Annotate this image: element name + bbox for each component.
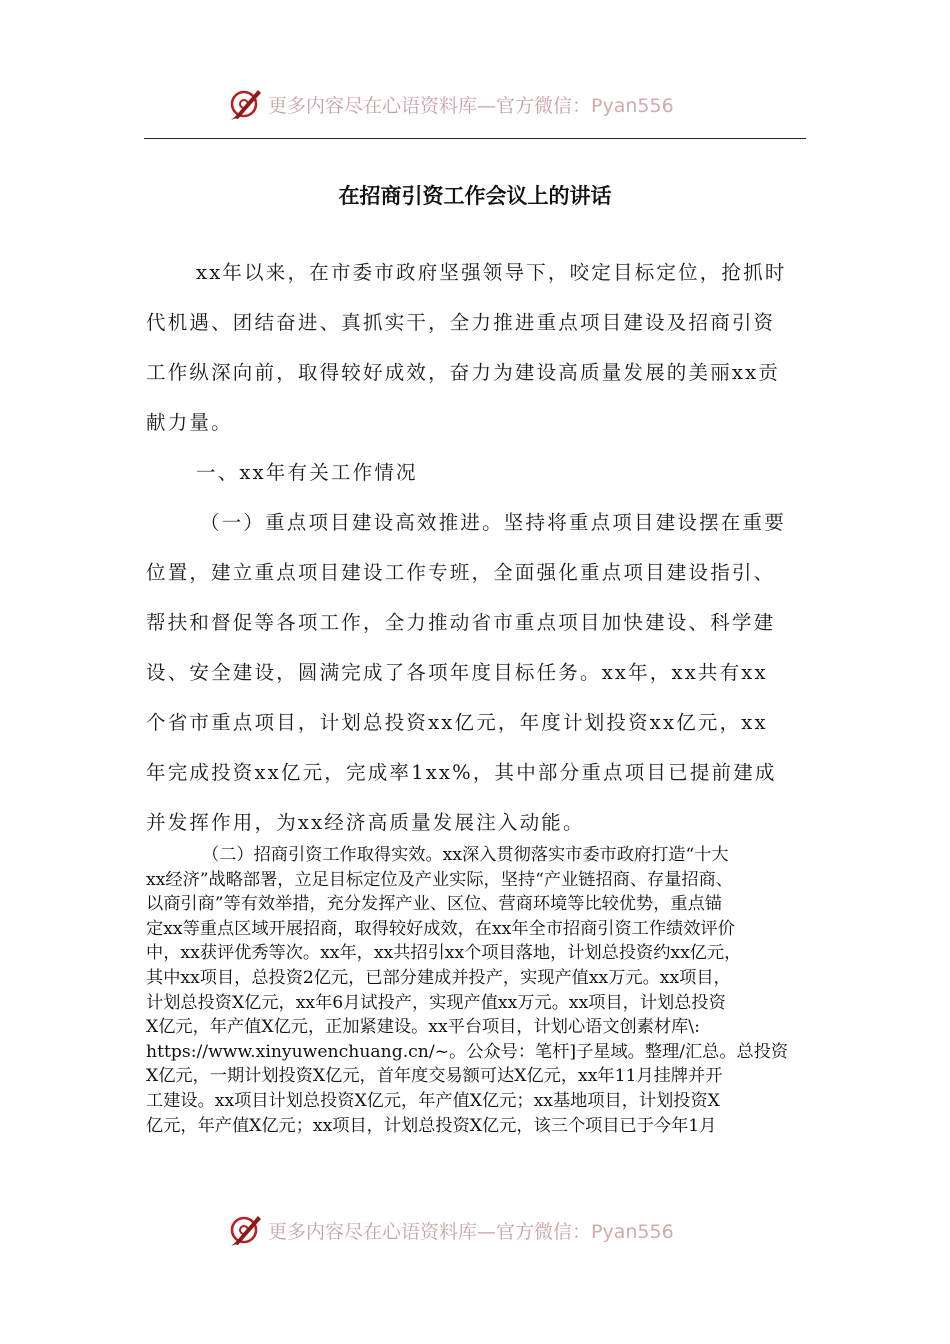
body-large-text — [146, 248, 810, 848]
page-title: 在招商引资工作会议上的讲话 — [338, 183, 612, 208]
wechat-id: Pyan556 — [591, 1220, 674, 1243]
text-line: 个省市重点项目，计划总投资xx亿元，年度计划投资xx亿元，xx — [146, 711, 768, 734]
text-line: 设、安全建设，圆满完成了各项年度目标任务。xx年，xx共有xx — [146, 661, 768, 684]
text-line: X亿元，一期计划投资X亿元，首年度交易额可达X亿元，xx年11月挂牌并开 — [146, 1066, 723, 1087]
text-line: 其中xx项目，总投资2亿元，已部分建成并投产，实现产值xx万元。xx项目， — [146, 967, 731, 988]
text-line: https://www.xinyuwenchuang.cn/~。公众号：笔杆]子星域。整理/汇总。总投资 — [146, 1041, 789, 1062]
text-line: 定xx等重点区域开展招商，取得较好成效，在xx年全市招商引资工作绩效评价 — [146, 918, 735, 939]
text-line: xx经济”战略部署，立足目标定位及产业实际，坚持“产业链招商、存量招商、 — [146, 869, 733, 890]
text-line: （二）招商引资工作取得实效。xx深入贯彻落实市委市政府打造“十大 — [202, 845, 729, 865]
watermark-text: 更多内容尽在心语资料库—官方微信：Pyan556 — [268, 1220, 674, 1243]
text-line: X亿元，年产值X亿元，正加紧建设。xx平台项目，计划心语文创素材库\: — [146, 1017, 700, 1038]
footer-watermark — [228, 1210, 728, 1250]
text-line: （一）重点项目建设高效推进。坚持将重点项目建设摆在重要 — [200, 511, 786, 534]
body-small-text — [146, 843, 810, 1138]
quill-pen-logo-icon — [228, 86, 264, 122]
text-line: 工建设。xx项目计划总投资X亿元，年产值X亿元；xx基地项目，计划投资X — [146, 1090, 720, 1111]
quill-pen-logo-icon — [228, 1212, 264, 1248]
text-line: 以商引商”等有效举措，充分发挥产业、区位、营商环境等比较优势，重点锚 — [146, 894, 722, 915]
wechat-id: Pyan556 — [591, 94, 674, 117]
text-line: 年完成投资xx亿元，完成率1xx%，其中部分重点项目已提前建成 — [146, 761, 777, 784]
section-heading: 一、xx年有关工作情况 — [196, 461, 418, 484]
header-watermark — [228, 84, 728, 124]
text-line: xx年以来，在市委市政府坚强领导下，咬定目标定位，抢抓时 — [196, 261, 787, 284]
text-line: 计划总投资X亿元，xx年6月试投产，实现产值xx万元。xx项目，计划总投资 — [146, 992, 726, 1013]
text-line: 代机遇、团结奋进、真抓实干，全力推进重点项目建设及招商引资 — [146, 311, 776, 334]
watermark-text: 更多内容尽在心语资料库—官方微信：Pyan556 — [268, 94, 674, 117]
text-line: 位置，建立重点项目建设工作专班，全面强化重点项目建设指引、 — [146, 561, 776, 584]
text-line: 并发挥作用，为xx经济高质量发展注入动能。 — [146, 811, 585, 834]
text-line: 献力量。 — [146, 411, 233, 434]
text-line: 工作纵深向前，取得较好成效，奋力为建设高质量发展的美丽xx贡 — [146, 361, 780, 384]
text-line: 帮扶和督促等各项工作，全力推动省市重点项目加快建设、科学建 — [146, 611, 776, 634]
header-divider — [144, 138, 806, 139]
text-line: 亿元，年产值X亿元；xx项目，计划总投资X亿元，该三个项目已于今年1月 — [146, 1115, 717, 1136]
text-line: 中，xx获评优秀等次。xx年，xx共招引xx个项目落地，计划总投资约xx亿元， — [146, 943, 742, 964]
